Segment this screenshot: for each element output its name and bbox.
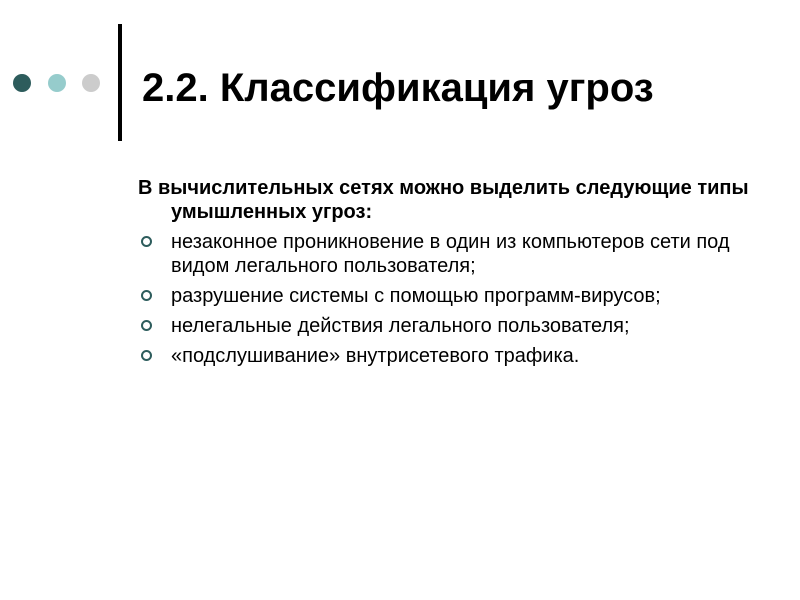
decorative-dot-icon <box>82 74 100 92</box>
title-divider-bar <box>118 24 122 141</box>
bullet-text: разрушение системы с помощью программ-вирусов; <box>171 285 661 307</box>
slide-title: 2.2. Классификация угроз <box>142 66 654 110</box>
hollow-circle-bullet-icon <box>141 320 152 331</box>
decorative-dot-icon <box>48 74 66 92</box>
hollow-circle-bullet-icon <box>141 236 152 247</box>
decorative-dot-icon <box>13 74 31 92</box>
bullet-text: нелегальные действия легального пользователя; <box>171 315 630 337</box>
bullet-text: «подслушивание» внутрисетевого трафика. <box>171 345 580 367</box>
hollow-circle-bullet-icon <box>141 290 152 301</box>
bullet-item <box>138 230 758 278</box>
bullet-text: незаконное проникновение в один из компьютеров сети под видом легального пользователя; <box>171 231 730 277</box>
bullet-list <box>138 230 758 368</box>
bullet-item <box>138 314 758 338</box>
intro-text: В вычислительных сетях можно выделить следующие типы умышленных угроз: <box>138 177 749 223</box>
hollow-circle-bullet-icon <box>141 350 152 361</box>
bullet-item <box>138 284 758 308</box>
bullet-item <box>138 344 758 368</box>
slide-body <box>138 176 758 374</box>
